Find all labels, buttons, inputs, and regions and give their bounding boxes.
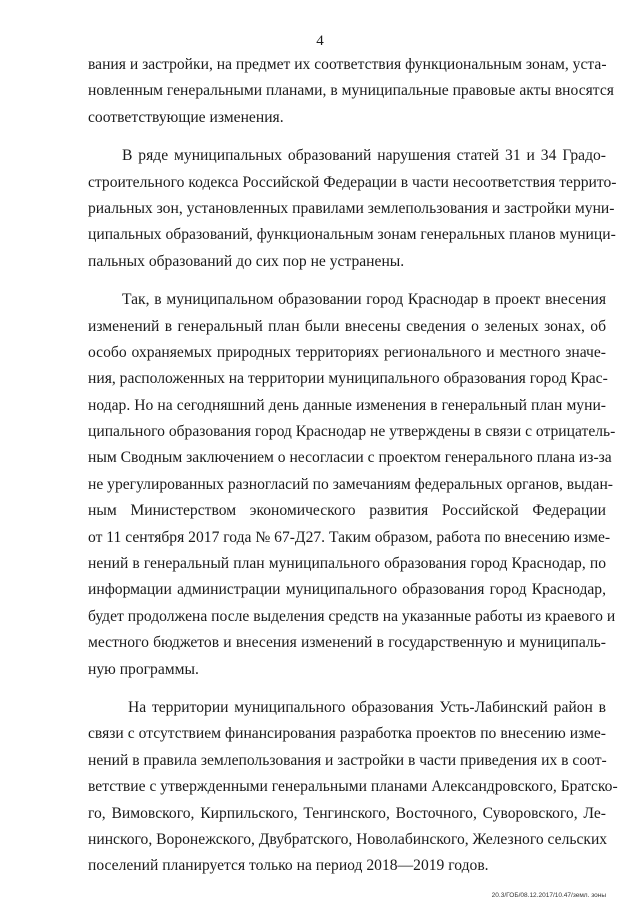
text-line: не урегулированных разногласий по замечаниям федеральных органов, выдан- [88,475,613,493]
document-body [88,52,618,880]
text-line: соответствующие изменения. [88,108,284,126]
text-line: вания и застройки, на предмет их соответствия функциональным зонам, уста- [88,56,607,73]
text-line: будет продолжена после выделения средств на указанные работы из краевого и [88,607,616,625]
text-line: нинского, Воронежского, Двубратского, Новолабинского, Железного сельских [88,830,608,848]
text-line: нодар. Но на сегодняшний день данные изменения в генеральный план муни- [88,396,606,414]
page-number: 4 [316,33,324,49]
text-line: нений в генеральный план муниципального образования город Краснодар, по [88,555,606,573]
text-line: изменений в генеральный план были внесены сведения о зеленых зонах, об [88,317,606,335]
text-line: поселений планируется только на период 2018—2019 годов. [88,857,489,875]
text-line: связи с отсутствием финансирования разработка проектов по внесению изме- [88,725,606,743]
text-line: строительного кодекса Российской Федерации в части несоответствия террито- [88,173,617,191]
text-line: ным Сводным заключением о несогласии с проектом генерального плана из-за [88,449,612,467]
document-footer-code: 20.3/ГОБ/08.12.2017/10.47/земл. зоны [491,892,606,899]
text-line: го, Вимовского, Кирпильского, Тенгинского, Восточного, Суворовского, Ле- [88,804,606,822]
paragraph-1 [88,52,614,131]
text-line: от 11 сентября 2017 года № 67-Д27. Таким образом, работа по внесению изме- [88,528,611,546]
text-line: новленным генеральными планами, в муниципальные правовые акты вносятся [88,82,614,100]
paragraph-4 [88,695,618,880]
text-line: В ряде муниципальных образований нарушения статей 31 и 34 Градо- [122,147,606,165]
text-line: нений в правила землепользования и застройки в части приведения их в соот- [88,751,607,769]
text-line: ную программы. [88,660,199,678]
text-line: ветствие с утвержденными генеральными планами Александровского, Братско- [88,778,618,796]
text-line: ципальных образований, функциональным зонам генеральных планов муници- [88,226,616,244]
text-line: риальных зон, установленных правилами землепользования и застройки муни- [88,199,615,217]
text-line: ным Министерством экономического развития Российской Федерации [88,502,606,520]
text-line: информации администрации муниципального образования город Краснодар, [88,581,606,599]
text-line: пальных образований до сих пор не устранены. [88,252,405,270]
text-line: ципального образования город Краснодар не утверждены в связи с отрицатель- [88,423,616,441]
text-line: особо охраняемых природных территориях регионального и местного значе- [88,343,606,361]
text-line: На территории муниципального образования Усть-Лабинский район в [128,698,606,716]
text-line: ния, расположенных на территории муниципального образования город Крас- [88,370,608,388]
paragraph-2 [88,143,617,275]
text-line: Так, в муниципальном образовании город Краснодар в проект внесения [122,291,606,309]
paragraph-3 [88,287,616,683]
text-line: местного бюджетов и внесения изменений в государственную и муниципаль- [88,634,606,652]
